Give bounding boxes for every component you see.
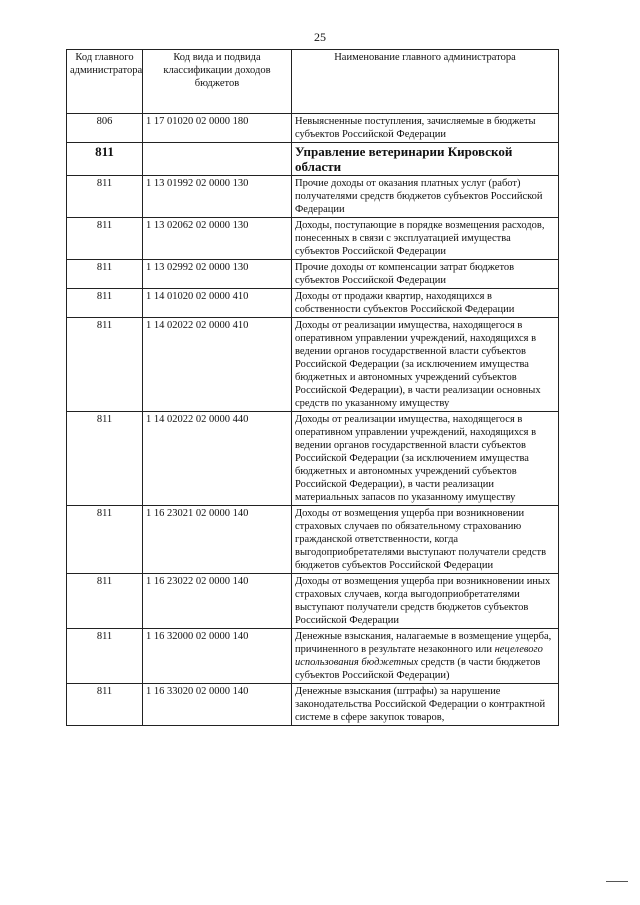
table-row (67, 318, 559, 412)
table-row (67, 412, 559, 506)
admin-code-cell: 811 (67, 176, 143, 218)
admin-name-cell: Денежные взыскания (штрафы) за нарушение законодательства Российской Федерации о контрактной системе в сфере закупок товаров, (292, 684, 559, 726)
table-row (67, 684, 559, 726)
income-code-cell: 1 17 01020 02 0000 180 (143, 114, 292, 143)
admin-code-cell: 811 (67, 289, 143, 318)
admin-code-cell: 811 (67, 412, 143, 506)
admin-name-cell: Доходы от продажи квартир, находящихся в собственности субъектов Российской Федерации (292, 289, 559, 318)
header-income-code: Код вида и подвида классификации доходов бюджетов (143, 50, 292, 114)
admin-name-cell: Прочие доходы от компенсации затрат бюджетов субъектов Российской Федерации (292, 260, 559, 289)
table-row (67, 176, 559, 218)
admin-code-cell: 806 (67, 114, 143, 143)
income-code-cell: 1 16 23022 02 0000 140 (143, 574, 292, 629)
admin-name-cell: Доходы от возмещения ущерба при возникновении страховых случаев по обязательному страхованию гражданской ответственности, когда выгодоприобретателями выступают получатели средств бюджетов субъектов Российской Федерации (292, 506, 559, 574)
income-code-cell: 1 14 01020 02 0000 410 (143, 289, 292, 318)
income-code-cell: 1 14 02022 02 0000 440 (143, 412, 292, 506)
name-italic-part: нецелевого использования бюджетных (295, 644, 543, 668)
name-text-part: средств (в части бюджетов субъектов Российской Федерации) (295, 657, 541, 681)
income-code-cell: 1 14 02022 02 0000 410 (143, 318, 292, 412)
table-row (67, 629, 559, 684)
income-code-cell: 1 13 01992 02 0000 130 (143, 176, 292, 218)
organization-name-cell: Управление ветеринарии Кировской области (292, 143, 559, 176)
admin-name-cell: Доходы от реализации имущества, находящегося в оперативном управлении учреждений, находящихся в ведении органов государственной власти субъектов Российской Федерации (за исключением имущества бюджетных и автономных учреждений субъектов Российской Федерации), в части реализации материальных запасов по указанному имуществу (292, 412, 559, 506)
admin-code-cell: 811 (67, 318, 143, 412)
table-row-organization (67, 143, 559, 176)
page-number: 25 (314, 30, 326, 44)
name-text-part: Денежные взыскания, налагаемые в возмещение ущерба, причиненного в результате незаконного или (295, 631, 552, 655)
income-code-cell: 1 16 33020 02 0000 140 (143, 684, 292, 726)
admin-code-cell: 811 (67, 143, 143, 176)
income-code-cell: 1 13 02992 02 0000 130 (143, 260, 292, 289)
table-row (67, 506, 559, 574)
header-admin-name: Наименование главного администратора (292, 50, 559, 114)
table-row (67, 574, 559, 629)
admin-name-cell (292, 629, 559, 684)
admin-code-cell: 811 (67, 506, 143, 574)
income-code-cell: 1 16 23021 02 0000 140 (143, 506, 292, 574)
table-header-row (67, 50, 559, 114)
income-code-cell: 1 13 02062 02 0000 130 (143, 218, 292, 260)
admin-code-cell: 811 (67, 684, 143, 726)
admin-name-cell: Невыясненные поступления, зачисляемые в бюджеты субъектов Российской Федерации (292, 114, 559, 143)
header-admin-code: Код главного администратора (67, 50, 143, 114)
admin-name-cell: Прочие доходы от оказания платных услуг (работ) получателями средств бюджетов субъектов Российской Федерации (292, 176, 559, 218)
income-code-cell: 1 16 32000 02 0000 140 (143, 629, 292, 684)
table-row (67, 260, 559, 289)
margin-mark (606, 881, 628, 882)
income-admin-table (66, 49, 559, 726)
admin-code-cell: 811 (67, 629, 143, 684)
admin-name-cell: Доходы от возмещения ущерба при возникновении иных страховых случаев, когда выгодоприобретателями выступают получатели средств бюджетов субъектов Российской Федерации (292, 574, 559, 629)
admin-code-cell: 811 (67, 574, 143, 629)
admin-name-cell: Доходы от реализации имущества, находящегося в оперативном управлении учреждений, находящихся в ведении органов государственной власти субъектов Российской Федерации (за исключением имущества бюджетных и автономных учреждений субъектов Российской Федерации), в части реализации основных средств по указанному имуществу (292, 318, 559, 412)
table-row (67, 289, 559, 318)
admin-name-cell: Доходы, поступающие в порядке возмещения расходов, понесенных в связи с эксплуатацией имущества субъектов Российской Федерации (292, 218, 559, 260)
admin-code-cell: 811 (67, 260, 143, 289)
table-row (67, 218, 559, 260)
table-row (67, 114, 559, 143)
income-code-cell (143, 143, 292, 176)
admin-code-cell: 811 (67, 218, 143, 260)
